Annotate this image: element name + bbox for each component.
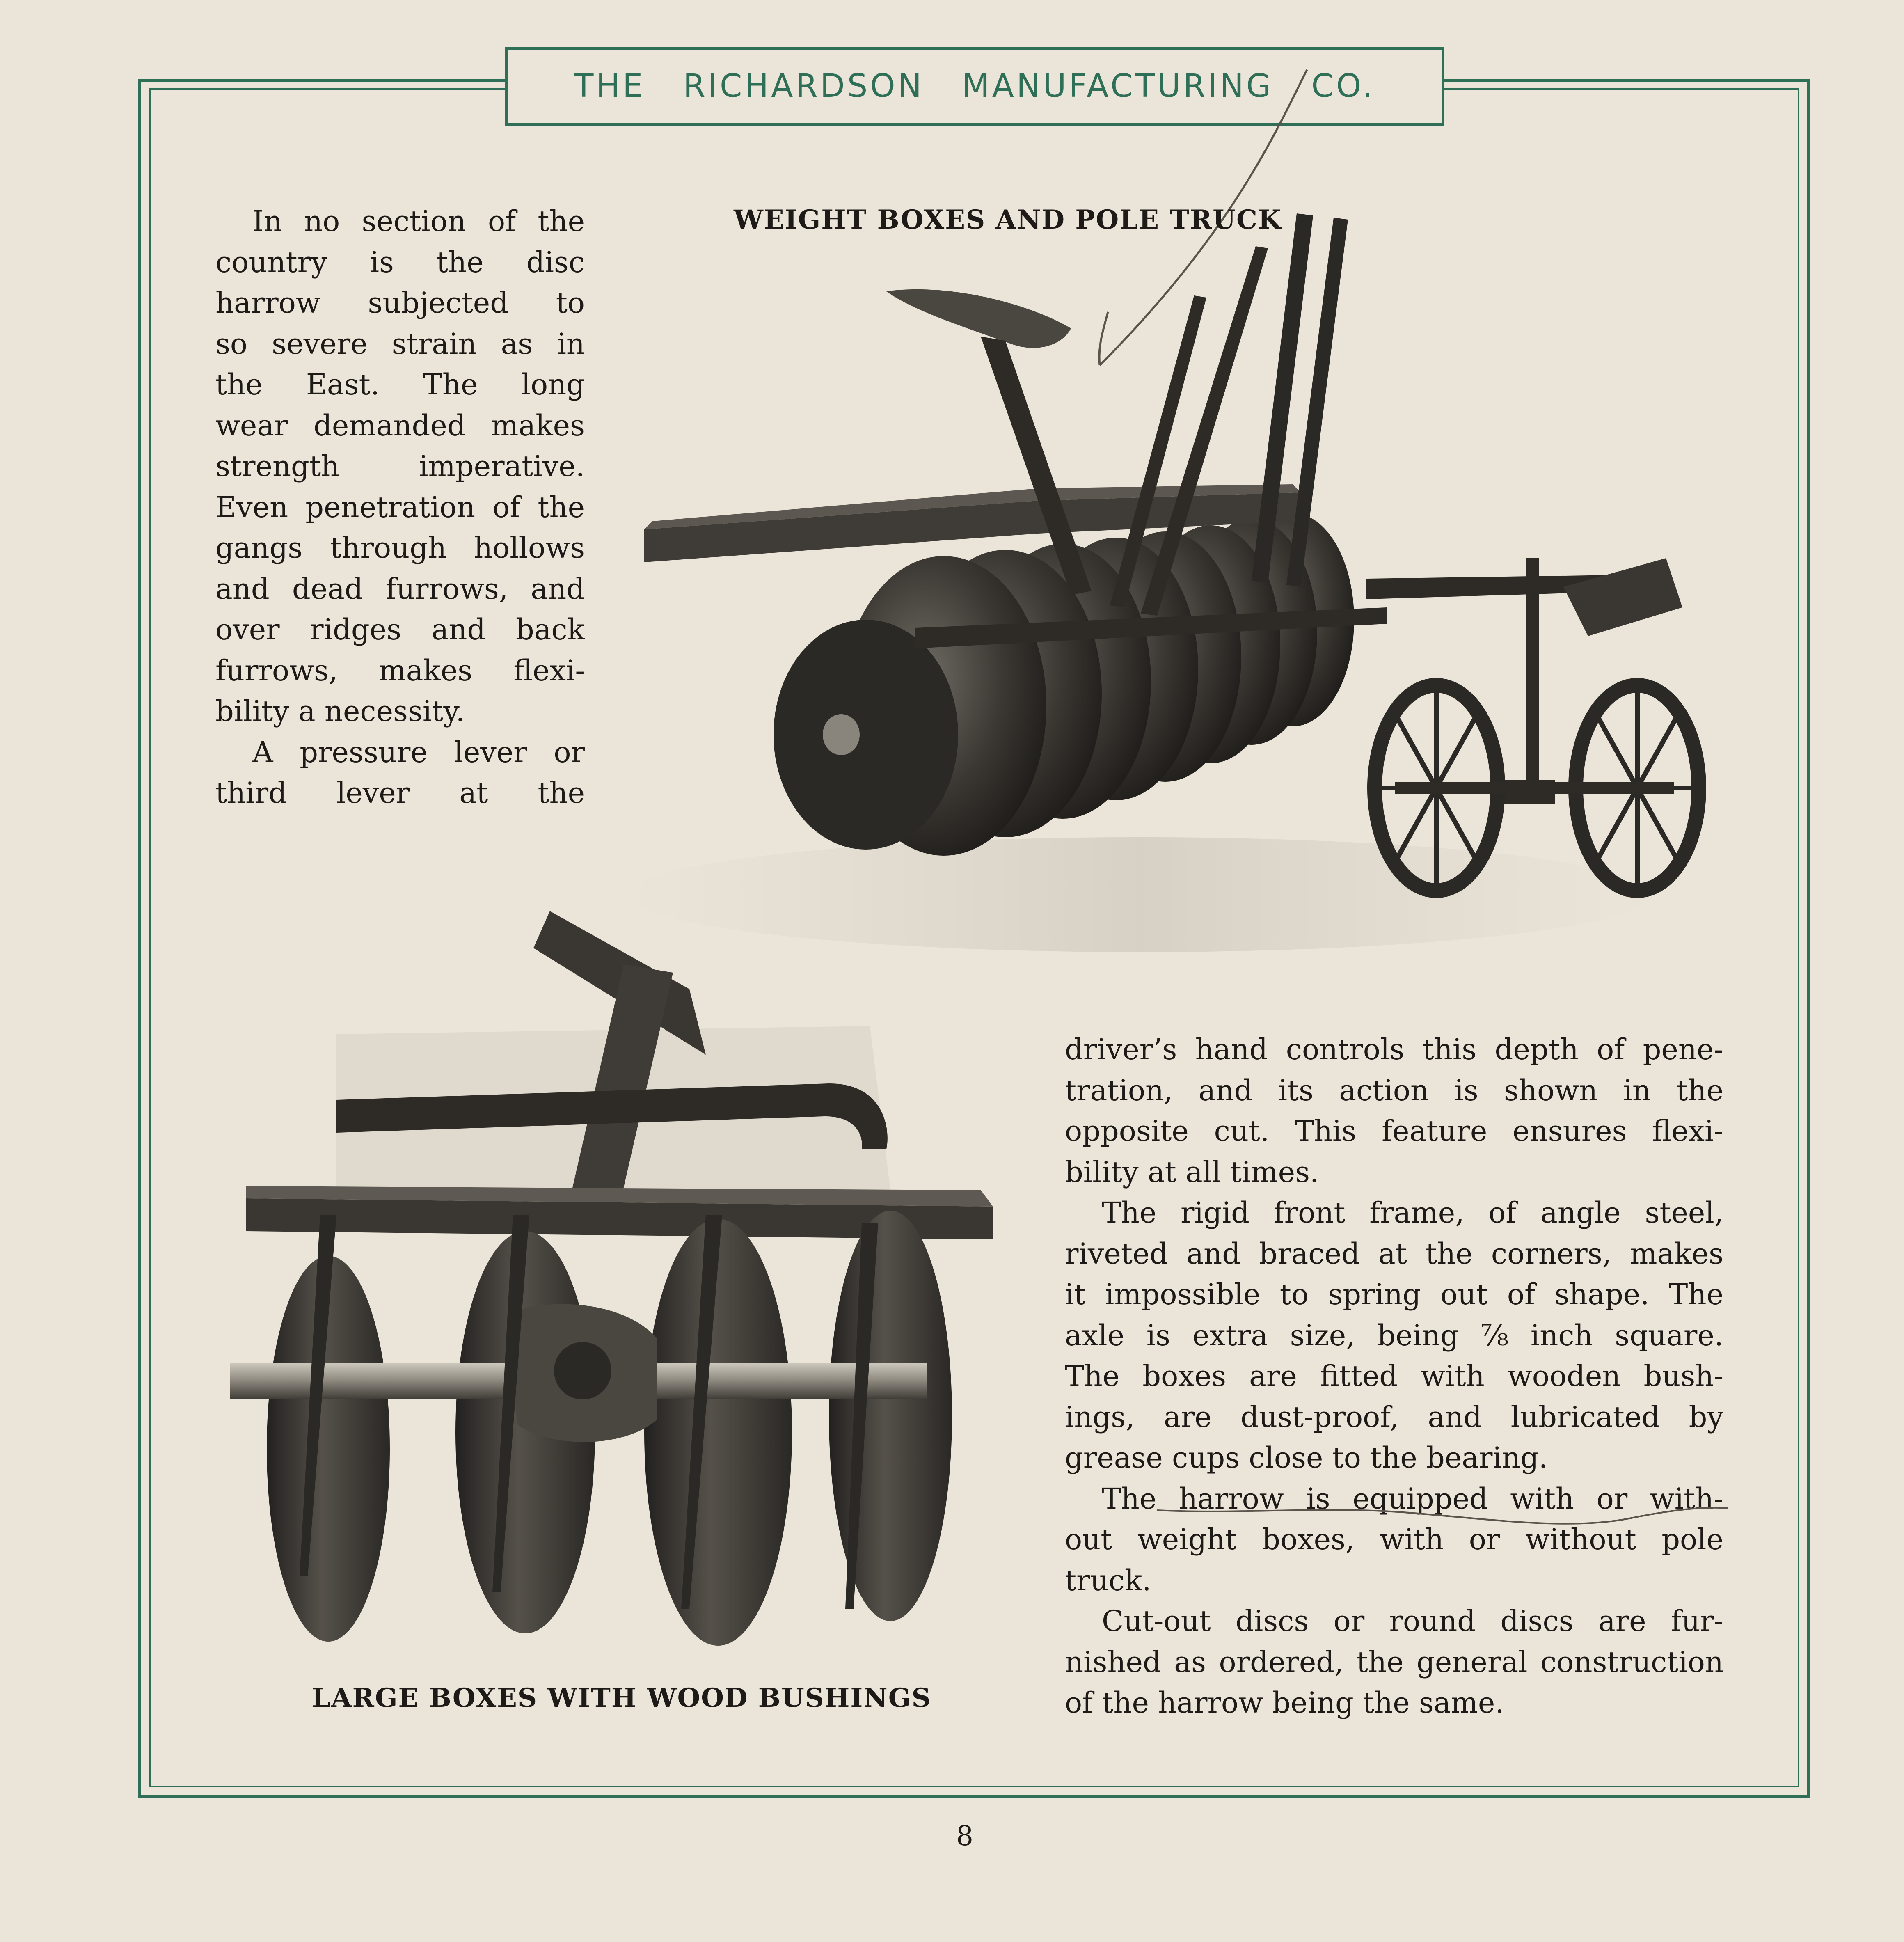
text-line: tration, and its action is shown in the: [1065, 1073, 1723, 1107]
text-line: nished as ordered, the general construction: [1065, 1645, 1723, 1679]
caption-weight-boxes: WEIGHT BOXES AND POLE TRUCK: [734, 204, 1282, 235]
wood-bushing-boxes-illustration: [213, 903, 1014, 1674]
right-paragraph-1: [1065, 1029, 1723, 1193]
text-line: of the harrow being the same.: [1065, 1686, 1504, 1720]
text-line: The boxes are fitted with wooden bush-: [1065, 1359, 1723, 1393]
right-paragraph-4: [1065, 1601, 1723, 1724]
text-line: axle is extra size, being ⅞ inch square.: [1065, 1318, 1723, 1352]
text-line: it impossible to spring out of shape. The: [1065, 1278, 1723, 1311]
text-line: gangs through hollows: [215, 531, 585, 565]
text-line: Cut-out discs or round discs are fur-: [1102, 1604, 1723, 1638]
text-line: country is the disc: [215, 245, 585, 279]
text-line: The harrow is equipped with or with-: [1102, 1482, 1723, 1516]
header-title: THE RICHARDSON MANUFACTURING CO.: [574, 68, 1375, 105]
text-line: furrows, makes flexi-: [215, 653, 585, 687]
text-line: wear demanded makes: [215, 408, 585, 442]
text-line: A pressure lever or: [252, 735, 585, 769]
text-line: ings, are dust-proof, and lubricated by: [1065, 1400, 1723, 1434]
text-line: riveted and braced at the corners, makes: [1065, 1237, 1723, 1271]
left-text-column: [215, 201, 585, 814]
text-line: grease cups close to the bearing.: [1065, 1441, 1548, 1475]
text-line: and dead furrows, and: [215, 572, 585, 606]
left-paragraph-1: [215, 201, 585, 732]
text-line: opposite cut. This feature ensures flexi-: [1065, 1114, 1723, 1148]
right-paragraph-2: [1065, 1193, 1723, 1479]
text-line: the East. The long: [215, 368, 585, 401]
text-line: bility at all times.: [1065, 1155, 1319, 1189]
text-line: In no section of the: [252, 204, 585, 238]
page-number: 8: [956, 1820, 973, 1852]
text-line: The rigid front frame, of angle steel,: [1102, 1196, 1723, 1230]
text-line: bility a necessity.: [215, 694, 465, 728]
text-line: truck.: [1065, 1563, 1151, 1597]
disc-harrow-illustration: [628, 205, 1728, 981]
caption-large-boxes: LARGE BOXES WITH WOOD BUSHINGS: [312, 1683, 931, 1713]
text-line: harrow subjected to: [215, 286, 585, 320]
pencil-underline: [1157, 1494, 1728, 1543]
text-line: out weight boxes, with or without pole: [1065, 1523, 1723, 1556]
text-line: third lever at the: [215, 776, 585, 810]
text-line: so severe strain as in: [215, 327, 585, 361]
text-line: over ridges and back: [215, 613, 585, 646]
right-text-column: [1065, 1029, 1723, 1724]
text-line: driver’s hand controls this depth of pene-: [1065, 1033, 1723, 1066]
left-paragraph-2: [215, 732, 585, 814]
text-line: strength imperative.: [215, 449, 585, 483]
text-line: Even penetration of the: [215, 490, 585, 524]
